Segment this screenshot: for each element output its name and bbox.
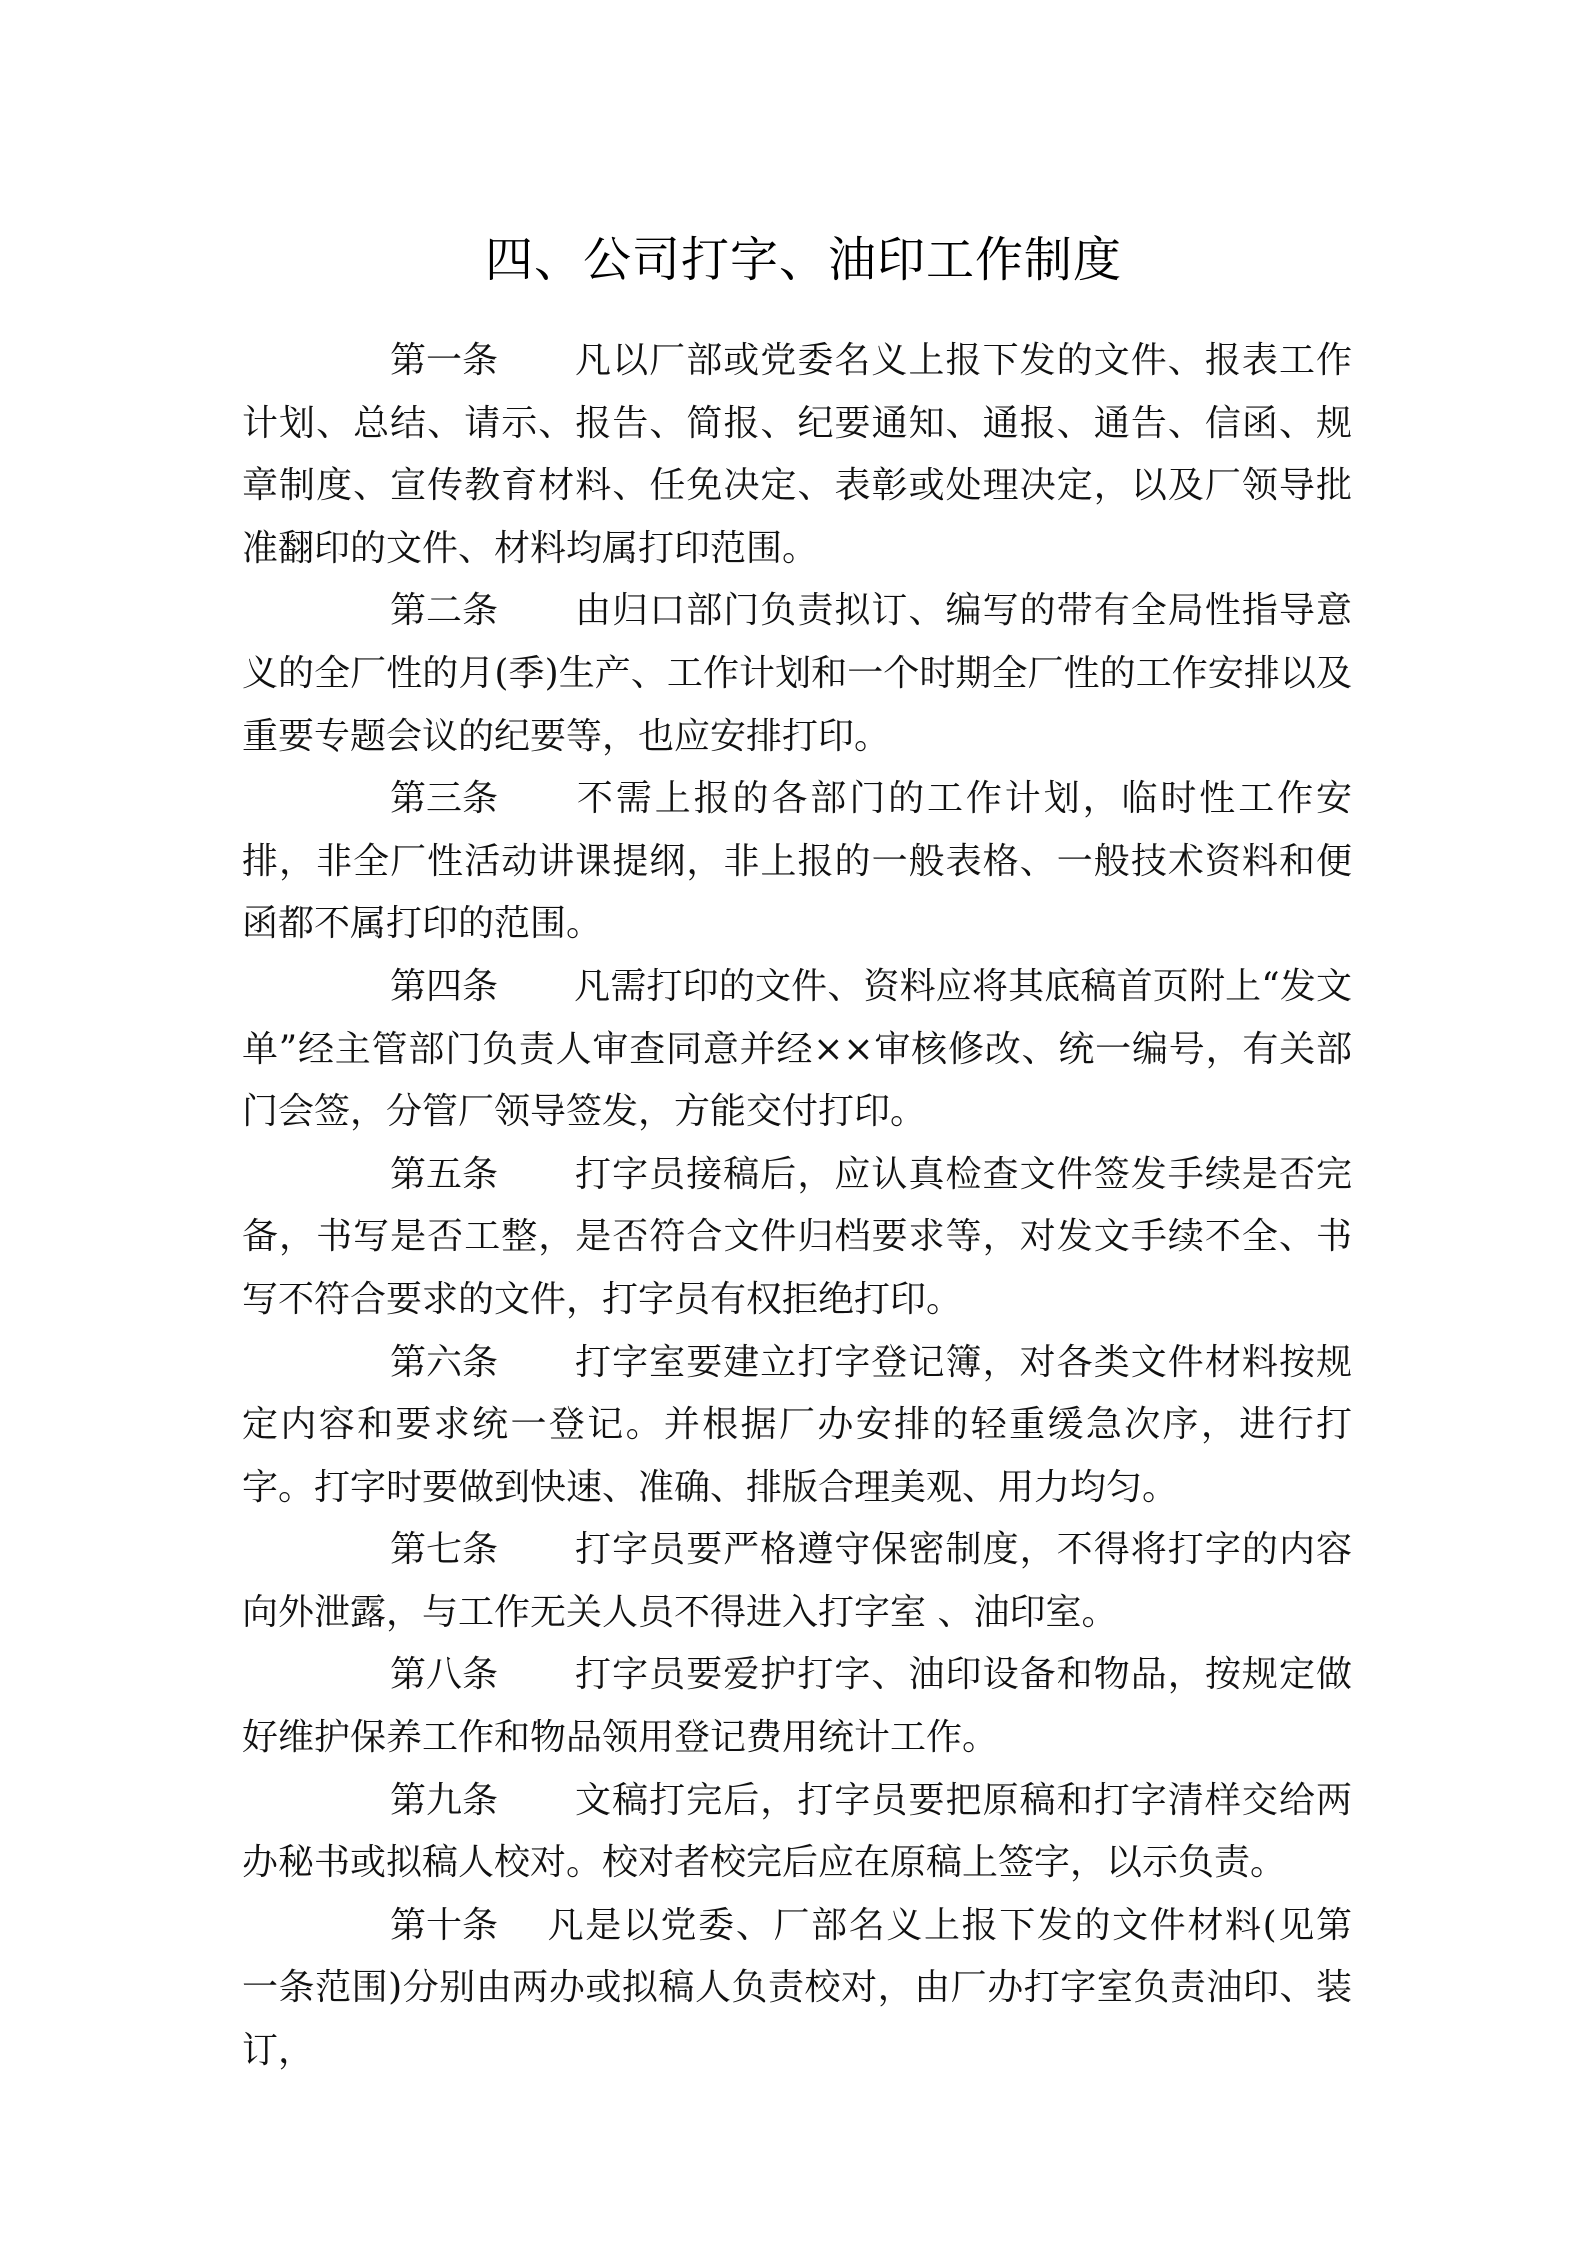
article-9: [242, 1770, 1352, 1895]
article-label: 第二条: [390, 590, 499, 632]
article-7: [242, 1519, 1352, 1644]
article-text: 凡是以党委、厂部名义上报下发的文件材料(见第一条范围)分别由两办或拟稿人负责校对，由厂办打字室负责油印、装订，: [242, 1904, 1352, 2072]
article-text: 打字员要严格遵守保密制度，不得将打字的内容向外泄露，与工作无关人员不得进入打字室 、油印室。: [242, 1529, 1352, 1633]
article-label: 第八条: [390, 1654, 499, 1696]
article-text: 凡以厂部或党委名义上报下发的文件、报表工作计划、总结、请示、报告、简报、纪要通知、通报、通告、信函、规章制度、宣传教育材料、任免决定、表彰或处理决定，以及厂领导批准翻印的文件、材料均属打印范围。: [242, 340, 1352, 569]
article-text: 打字员接稿后，应认真检查文件签发手续是否完备，书写是否工整，是否符合文件归档要求等，对发文手续不全、书写不符合要求的文件，打字员有权拒绝打印。: [242, 1153, 1352, 1320]
article-label: 第九条: [390, 1779, 499, 1821]
article-2: [242, 580, 1352, 768]
article-5: [242, 1144, 1352, 1332]
article-text: 由归口部门负责拟订、编写的带有全局性指导意义的全厂性的月(季)生产、工作计划和一个时期全厂性的工作安排以及重要专题会议的纪要等，也应安排打印。: [242, 590, 1352, 757]
article-10: [242, 1895, 1352, 2083]
article-text: 不需上报的各部门的工作计划，临时性工作安排，非全厂性活动讲课提纲，非上报的一般表格、一般技术资料和便函都不属打印的范围。: [242, 778, 1352, 945]
article-label: 第十条: [390, 1904, 499, 1946]
article-text: 打字室要建立打字登记簿，对各类文件材料按规定内容和要求统一登记。并根据厂办安排的轻重缓急次序，进行打字。打字时要做到快速、准确、排版合理美观、用力均匀。: [242, 1341, 1352, 1508]
article-8: [242, 1644, 1352, 1769]
article-label: 第三条: [390, 778, 499, 820]
article-label: 第一条: [390, 340, 499, 381]
article-3: [242, 768, 1352, 956]
article-4: [242, 956, 1352, 1144]
article-text: 文稿打完后，打字员要把原稿和打字清样交给两办秘书或拟稿人校对。校对者校完后应在原稿上签字，以示负责。: [242, 1779, 1352, 1884]
article-text: 凡需打印的文件、资料应将其底稿首页附上“发文单”经主管部门负责人审查同意并经××审核修改、统一编号，有关部门会签，分管厂领导签发，方能交付打印。: [242, 965, 1352, 1133]
document-body: [242, 330, 1352, 2083]
article-label: 第四条: [390, 965, 499, 1007]
article-label: 第七条: [390, 1529, 499, 1571]
article-1: [242, 330, 1352, 580]
article-text: 打字员要爱护打字、油印设备和物品，按规定做好维护保养工作和物品领用登记费用统计工作。: [242, 1654, 1352, 1759]
article-label: 第六条: [390, 1341, 499, 1383]
article-6: [242, 1332, 1352, 1520]
document-title: 四、公司打字、油印工作制度: [484, 232, 1122, 288]
article-label: 第五条: [390, 1153, 499, 1195]
